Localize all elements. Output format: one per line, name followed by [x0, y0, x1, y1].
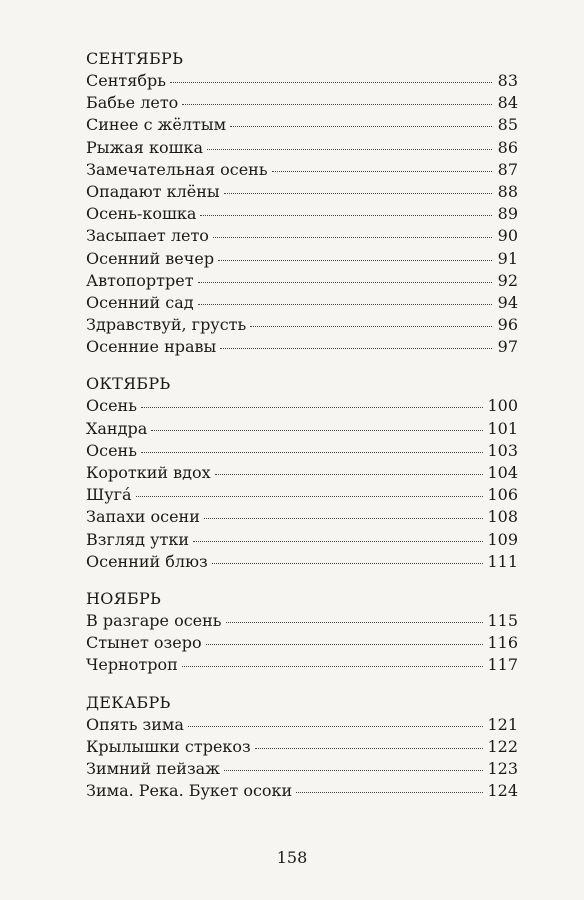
toc-entry	[86, 551, 518, 573]
toc-entry	[86, 248, 518, 270]
dot-leader	[182, 104, 492, 105]
entry-title: Осенний блюз	[86, 551, 208, 571]
toc-entry	[86, 159, 518, 181]
dot-leader	[204, 518, 484, 519]
toc-entry	[86, 610, 518, 632]
entry-title: Здравствуй, грусть	[86, 315, 247, 335]
entry-title: Синее с жёлтым	[86, 115, 227, 135]
entry-page: 96	[497, 315, 518, 335]
entry-title: Бабье лето	[86, 93, 179, 113]
entry-page: 103	[487, 440, 518, 460]
toc-entry	[86, 336, 518, 358]
entry-title: Осенний сад	[86, 292, 194, 312]
dot-leader	[226, 622, 484, 623]
toc-entry	[86, 632, 518, 654]
dot-leader	[198, 282, 492, 283]
dot-leader	[136, 496, 484, 497]
dot-leader	[207, 149, 492, 150]
toc-entry	[86, 484, 518, 506]
dot-leader	[182, 666, 484, 667]
entry-page: 122	[487, 736, 518, 756]
entry-title: Хандра	[86, 418, 148, 438]
dot-leader	[220, 348, 492, 349]
toc-entry	[86, 462, 518, 484]
table-of-contents	[86, 48, 518, 817]
entry-page: 83	[497, 71, 518, 90]
toc-entry	[86, 780, 518, 802]
dot-leader	[255, 748, 484, 749]
entry-title: Взгляд утки	[86, 529, 189, 549]
entry-title: Осень-кошка	[86, 204, 197, 224]
toc-section-september	[86, 48, 518, 358]
dot-leader	[141, 407, 484, 408]
entry-page: 116	[487, 633, 518, 653]
dot-leader	[212, 563, 484, 564]
entry-page: 97	[497, 337, 518, 357]
entry-title: В разгаре осень	[86, 610, 222, 630]
entry-page: 85	[497, 115, 518, 135]
entry-page: 108	[487, 507, 518, 527]
toc-entry	[86, 736, 518, 758]
toc-entry	[86, 92, 518, 114]
entry-page: 101	[487, 418, 518, 438]
entry-page: 91	[497, 248, 518, 268]
entry-title: Чернотроп	[86, 655, 178, 675]
dot-leader	[215, 474, 484, 475]
entry-title: Осень	[86, 440, 137, 460]
dot-leader	[198, 304, 492, 305]
dot-leader	[206, 644, 484, 645]
entry-title: Крылышки стрекоз	[86, 736, 251, 756]
toc-section-october	[86, 373, 518, 573]
toc-section-november	[86, 588, 518, 677]
section-title: СЕНТЯБРЬ	[86, 49, 184, 68]
entry-title: Засыпает лето	[86, 226, 209, 246]
toc-entry	[86, 714, 518, 736]
entry-title: Рыжая кошка	[86, 137, 203, 157]
dot-leader	[213, 237, 492, 238]
section-title: ДЕКАБРЬ	[86, 692, 171, 712]
dot-leader	[170, 82, 492, 83]
entry-page: 117	[487, 655, 518, 675]
entry-title: Осенние нравы	[86, 337, 217, 357]
toc-entry	[86, 758, 518, 780]
entry-title: Замечательная осень	[86, 159, 268, 179]
section-title: НОЯБРЬ	[86, 588, 162, 608]
entry-page: 92	[497, 270, 518, 290]
entry-page: 115	[487, 610, 518, 630]
toc-entry	[86, 440, 518, 462]
dot-leader	[296, 792, 483, 793]
dot-leader	[230, 126, 492, 127]
entry-page: 84	[497, 93, 518, 113]
entry-title: Запахи осени	[86, 507, 200, 527]
entry-page: 124	[487, 781, 518, 801]
entry-title: Осень	[86, 396, 137, 416]
dot-leader	[250, 326, 492, 327]
dot-leader	[218, 260, 492, 261]
toc-entry	[86, 506, 518, 528]
toc-entry	[86, 203, 518, 225]
entry-page: 94	[497, 292, 518, 312]
toc-entry	[86, 314, 518, 336]
toc-entry	[86, 114, 518, 136]
entry-title: Шуга́	[86, 485, 132, 505]
entry-page: 111	[487, 551, 518, 571]
toc-entry	[86, 529, 518, 551]
entry-title: Автопортрет	[86, 270, 194, 290]
toc-entry	[86, 181, 518, 203]
toc-entry	[86, 225, 518, 247]
entry-title: Сентябрь	[86, 71, 166, 90]
dot-leader	[224, 770, 484, 771]
dot-leader	[200, 215, 492, 216]
entry-page: 106	[487, 485, 518, 505]
entry-page: 100	[487, 396, 518, 416]
toc-section-december	[86, 692, 518, 803]
toc-entry	[86, 137, 518, 159]
entry-title: Зима. Река. Букет осоки	[86, 781, 293, 801]
entry-page: 123	[487, 758, 518, 778]
entry-page: 109	[487, 529, 518, 549]
toc-entry	[86, 654, 518, 676]
section-title: ОКТЯБРЬ	[86, 374, 171, 394]
entry-page: 90	[497, 226, 518, 246]
entry-page: 104	[487, 463, 518, 482]
entry-title: Осенний вечер	[86, 248, 215, 268]
toc-entry	[86, 270, 518, 292]
dot-leader	[141, 452, 484, 453]
entry-page: 88	[497, 181, 518, 201]
toc-entry	[86, 395, 518, 417]
entry-title: Опадают клёны	[86, 181, 220, 201]
page-number: 158	[276, 848, 308, 867]
dot-leader	[224, 193, 492, 194]
toc-entry	[86, 70, 518, 92]
entry-title: Стынет озеро	[86, 633, 202, 653]
entry-page: 121	[487, 714, 518, 734]
entry-title: Опять зима	[86, 714, 184, 734]
entry-title: Зимний пейзаж	[86, 758, 220, 778]
toc-entry	[86, 418, 518, 440]
entry-page: 87	[497, 159, 518, 179]
dot-leader	[151, 430, 483, 431]
dot-leader	[272, 171, 492, 172]
entry-page: 86	[497, 137, 518, 157]
toc-entry	[86, 292, 518, 314]
dot-leader	[188, 726, 484, 727]
entry-page: 89	[497, 204, 518, 224]
entry-title: Короткий вдох	[86, 463, 211, 482]
dot-leader	[193, 541, 483, 542]
